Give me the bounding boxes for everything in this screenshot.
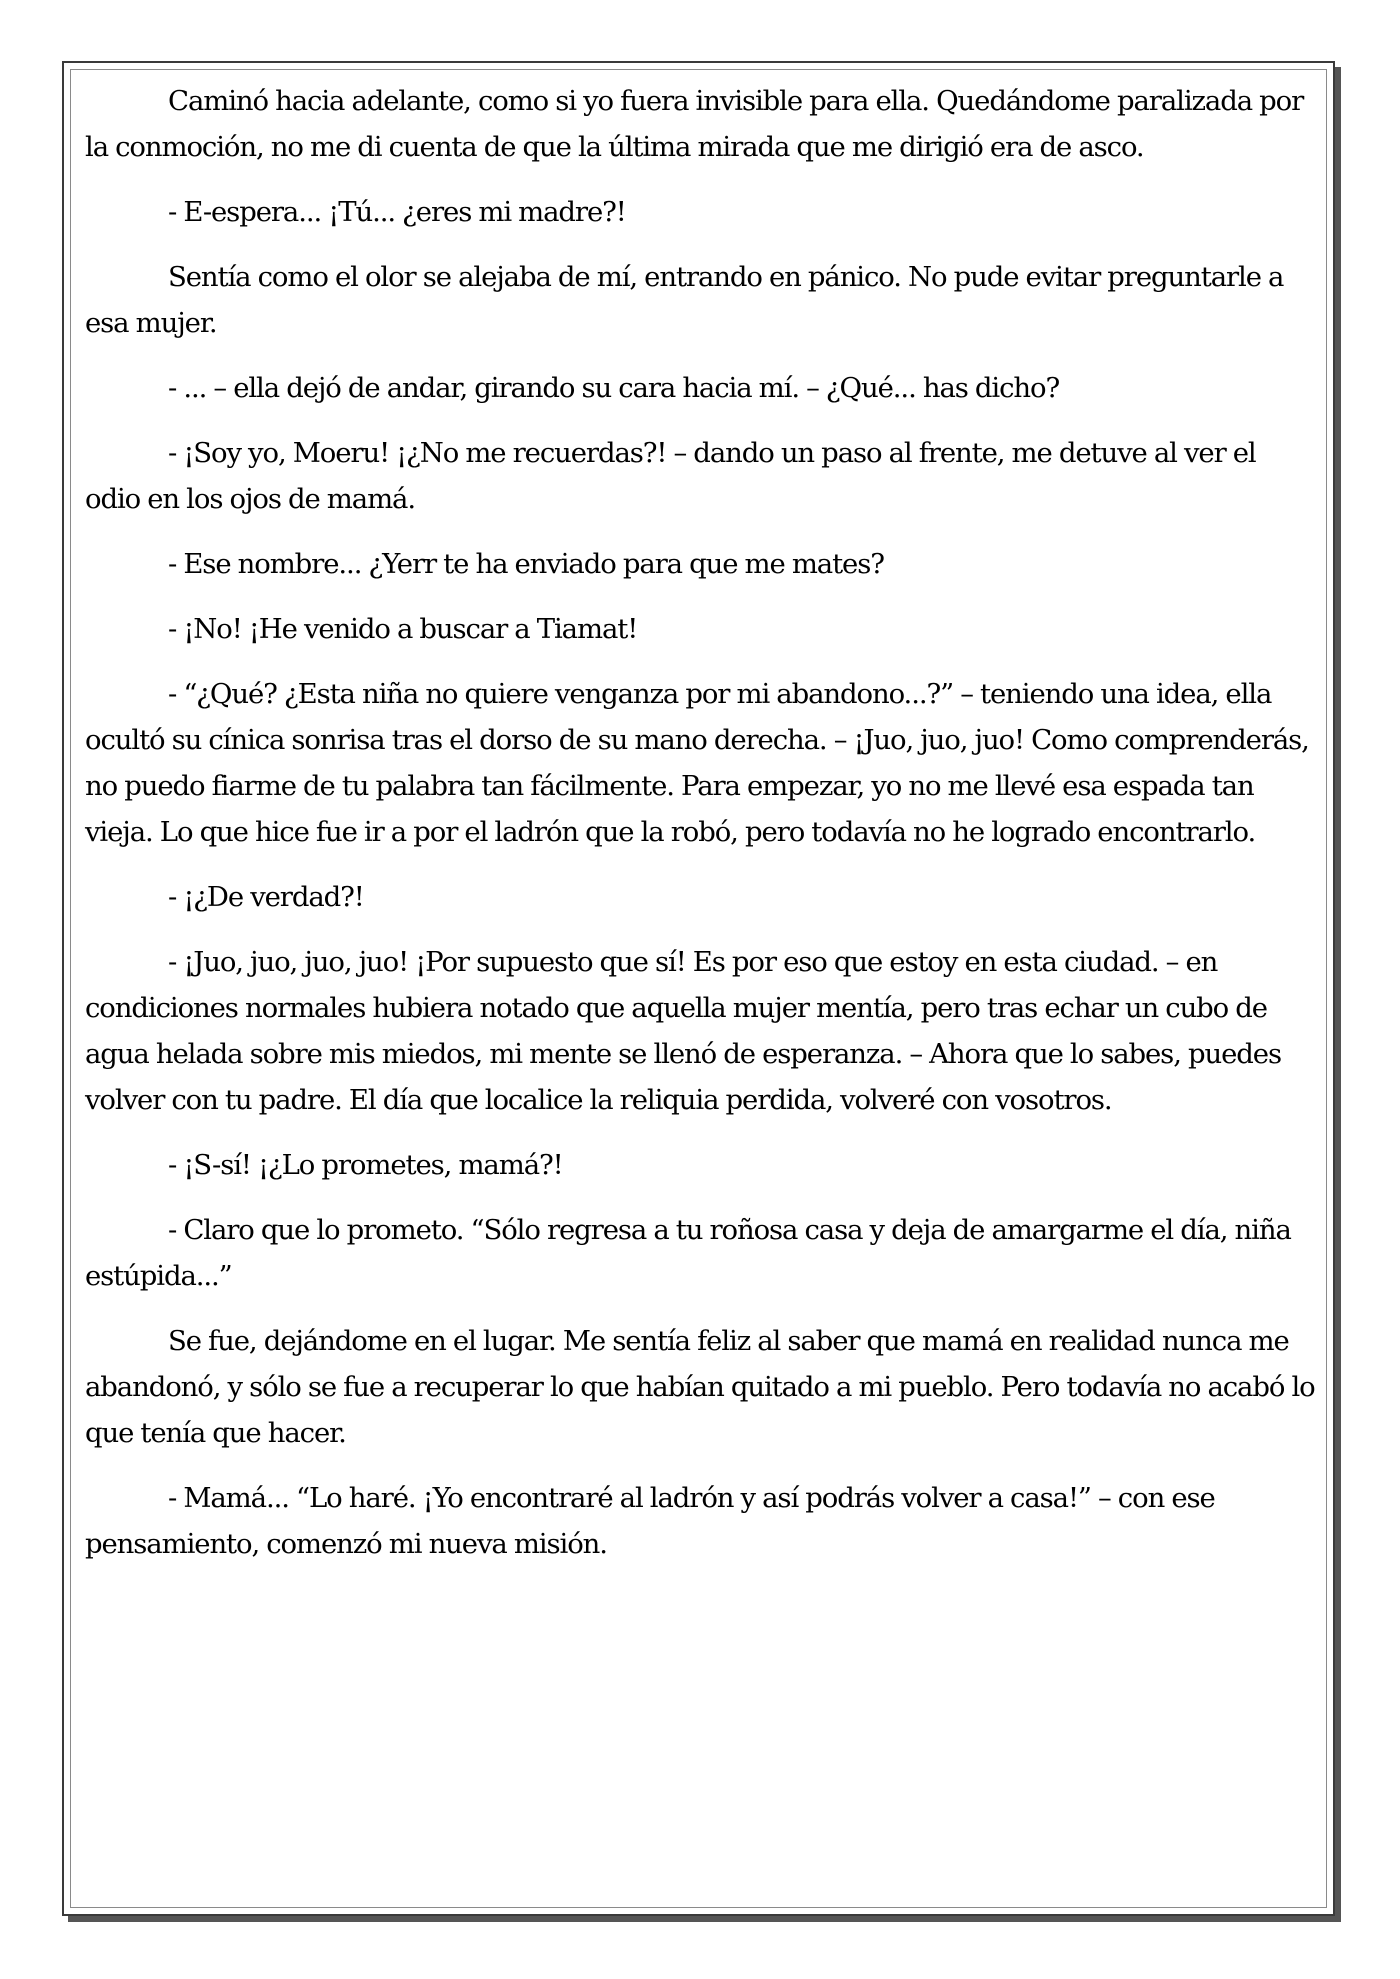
paragraph: - ¡Soy yo, Moeru! ¡¿No me recuerdas?! – dando un paso al frente, me detuve al ver el odio en los ojos de mamá. [85,437,1256,515]
story-text [85,78,1315,1586]
paragraph: - Mamá... “Lo haré. ¡Yo encontraré al ladrón y así podrás volver a casa!” – con ese pensamiento, comenzó mi nueva misión. [85,1482,1215,1560]
paragraph: - ¡No! ¡He venido a buscar a Tiamat! [168,613,638,645]
paragraph: Se fue, dejándome en el lugar. Me sentía feliz al saber que mamá en realidad nunca me abandonó, y sólo se fue a recuperar lo que habían quitado a mi pueblo. Pero todavía no acabó lo que tenía que hacer. [85,1325,1315,1449]
paragraph: Caminó hacia adelante, como si yo fuera invisible para ella. Quedándome paralizada por la conmoción, no me di cuenta de que la última mirada que me dirigió era de asco. [85,85,1304,163]
paragraph: - ... – ella dejó de andar, girando su cara hacia mí. – ¿Qué... has dicho? [168,372,1060,404]
paragraph: - ¡Juo, juo, juo, juo! ¡Por supuesto que sí! Es por eso que estoy en esta ciudad. – en condiciones normales hubiera notado que aquella mujer mentía, pero tras echar un cubo de agua helada sobre mis miedos, mi mente se llenó de esperanza. – Ahora que lo sabes, puedes volver con tu padre. El día que localice la reliquia perdida, volveré con vosotros. [85,946,1281,1116]
paragraph: - Ese nombre... ¿Yerr te ha enviado para que me mates? [168,548,884,580]
paragraph: - “¿Qué? ¿Esta niña no quiere venganza por mi abandono...?” – teniendo una idea, ella ocultó su cínica sonrisa tras el dorso de su mano derecha. – ¡Juo, juo, juo! Como comprenderás, no puedo fiarme de tu palabra tan fácilmente. Para empezar, yo no me llevé esa espada tan vieja. Lo que hice fue ir a por el ladrón que la robó, pero todavía no he logrado encontrarlo. [85,678,1309,848]
paragraph: - Claro que lo prometo. “Sólo regresa a tu roñosa casa y deja de amargarme el día, niña estúpida...” [85,1214,1291,1292]
paragraph: - E-espera... ¡Tú... ¿eres mi madre?! [168,196,626,228]
paragraph: - ¡S-sí! ¡¿Lo prometes, mamá?! [168,1149,563,1181]
paragraph: Sentía como el olor se alejaba de mí, entrando en pánico. No pude evitar preguntarle a esa mujer. [85,261,1284,339]
paragraph: - ¡¿De verdad?! [168,881,364,913]
